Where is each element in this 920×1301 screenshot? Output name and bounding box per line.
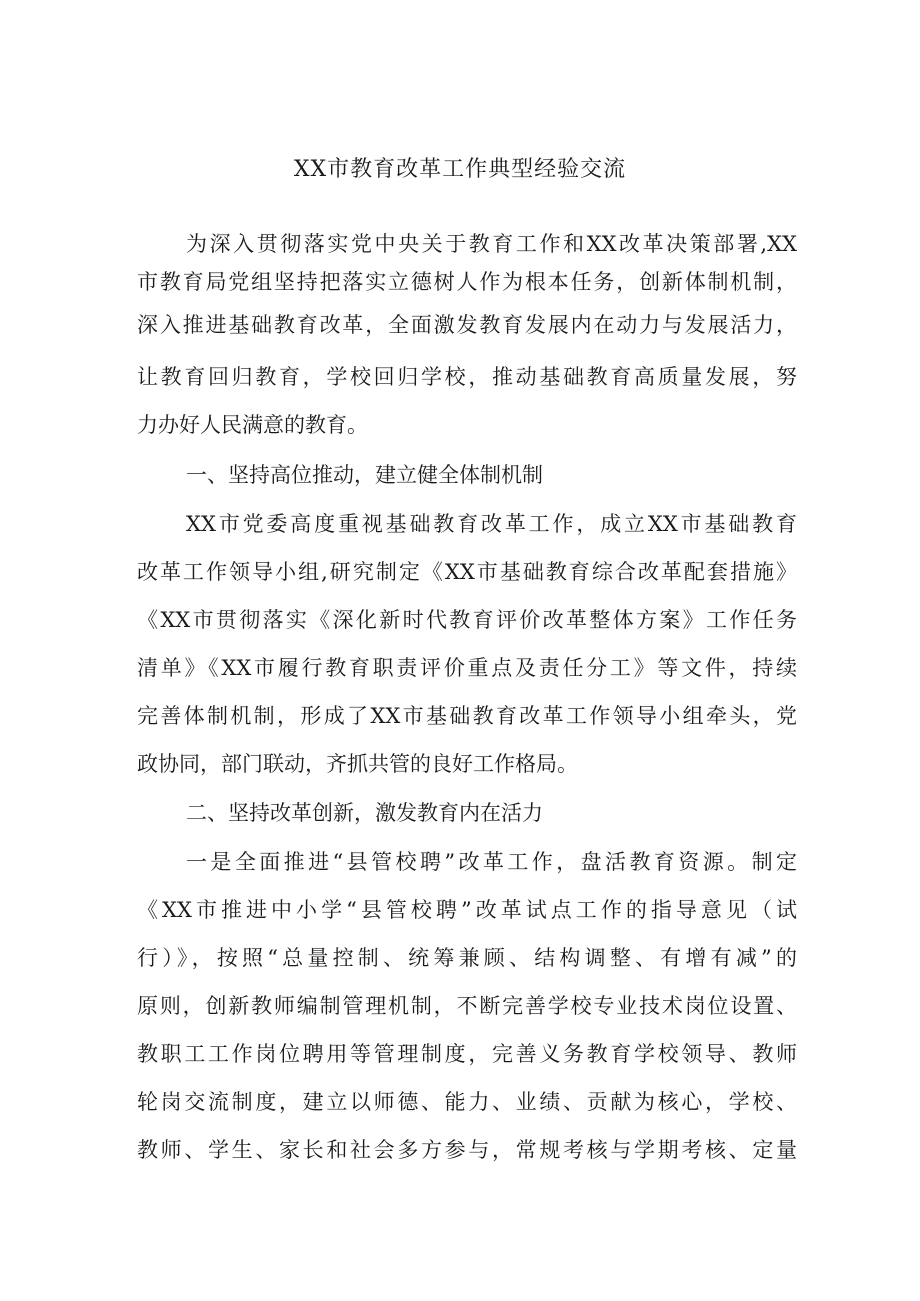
paragraph-line: 一是全面推进“县管校聘”改革工作，盘活教育资源。制定: [186, 850, 797, 874]
paragraph-line: 改革工作领导小组,研究制定《XX市基础教育综合改革配套措施》: [137, 560, 797, 584]
paragraph-line: 轮岗交流制度，建立以师德、能力、业绩、贡献为核心，学校、: [137, 1090, 797, 1114]
section-heading-2: 二、坚持改革创新，激发教育内在活力: [186, 801, 543, 825]
paragraph-intro-line: 深入推进基础教育改革，全面激发教育发展内在动力与发展活力，: [137, 313, 797, 337]
paragraph-line: 教师、学生、家长和社会多方参与，常规考核与学期考核、定量: [137, 1138, 797, 1162]
paragraph-line: 教职工工作岗位聘用等管理制度，完善义务教育学校领导、教师: [137, 1042, 797, 1066]
paragraph-intro-line: 市教育局党组坚持把落实立德树人作为根本任务，创新体制机制，: [137, 270, 797, 294]
paragraph-line: 清单》《XX市履行教育职责评价重点及责任分工》等文件，持续: [137, 656, 797, 680]
document-title: XX市教育改革工作典型经验交流: [293, 157, 627, 182]
paragraph-line: XX市党委高度重视基础教育改革工作，成立XX市基础教育: [186, 512, 797, 536]
paragraph-line: 《XX市推进中小学“县管校聘”改革试点工作的指导意见（试: [137, 898, 797, 922]
section-heading-1: 一、坚持高位推动，建立健全体制机制: [186, 463, 543, 487]
paragraph-line: 《XX市贯彻落实《深化新时代教育评价改革整体方案》工作任务: [137, 608, 797, 632]
paragraph-line: 政协同，部门联动，齐抓共管的良好工作格局。: [137, 752, 578, 776]
paragraph-line: 行）》，按照“总量控制、统筹兼顾、结构调整、有增有减”的: [137, 946, 797, 970]
paragraph-intro-line: 让教育回归教育，学校回归学校，推动基础教育高质量发展，努: [137, 365, 797, 389]
paragraph-line: 完善体制机制，形成了XX市基础教育改革工作领导小组牵头，党: [137, 704, 797, 728]
paragraph-intro-line: 力办好人民满意的教育。: [137, 413, 368, 437]
paragraph-line: 原则，创新教师编制管理机制，不断完善学校专业技术岗位设置、: [137, 994, 797, 1018]
paragraph-intro-line: 为深入贯彻落实党中央关于教育工作和XX改革决策部署,XX: [186, 232, 797, 256]
